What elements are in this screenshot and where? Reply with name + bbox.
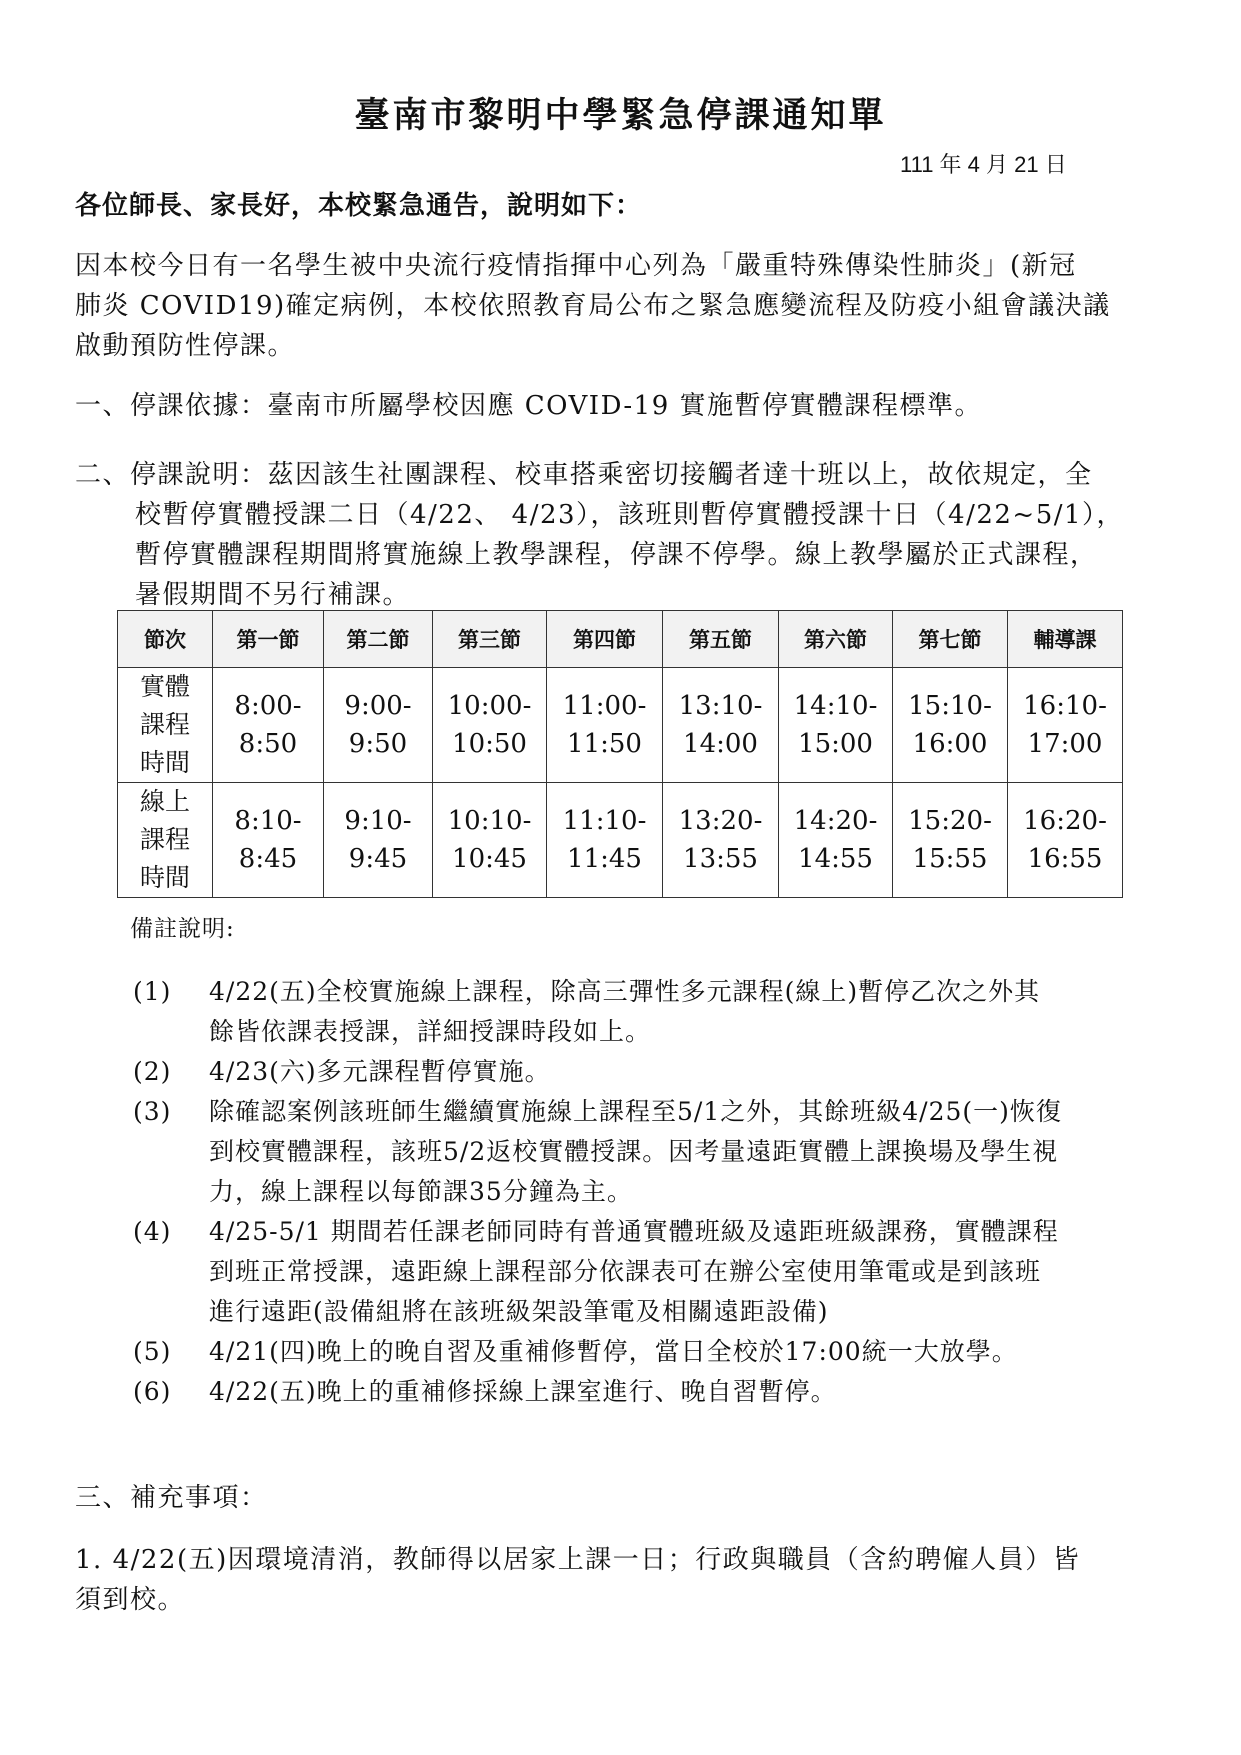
intro-line: 因本校今日有一名學生被中央流行疫情指揮中心列為「嚴重特殊傳染性肺炎」(新冠 xyxy=(75,251,1077,281)
time-cell: 10:00- 10:50 xyxy=(433,668,547,783)
section-1-basis: 一、停課依據：臺南市所屬學校因應 COVID-19 實施暫停實體課程標準。 xyxy=(75,391,983,421)
section-2-line: 暫停實體課程期間將實施線上教學課程，停課不停學。線上教學屬於正式課程， xyxy=(135,540,1098,570)
section-3-heading: 三、補充事項： xyxy=(75,1483,268,1513)
time-cell: 14:20- 14:55 xyxy=(779,783,893,898)
header-period: 節次 xyxy=(118,611,213,668)
time-cell: 13:20- 13:55 xyxy=(663,783,779,898)
time-cell: 13:10- 14:00 xyxy=(663,668,779,783)
note-number: (3) xyxy=(133,1097,172,1126)
time-cell: 8:10- 8:45 xyxy=(213,783,324,898)
note-number: (2) xyxy=(133,1057,172,1086)
schedule-row-online xyxy=(118,783,1123,898)
note-item: (6) 4/22(五)晚上的重補修採線上課室進行、晚自習暫停。 xyxy=(133,1372,1173,1412)
row-label-online: 線上 課程 時間 xyxy=(118,783,213,898)
header-period-3: 第三節 xyxy=(433,611,547,668)
page-title: 臺南市黎明中學緊急停課通知單 xyxy=(354,95,887,136)
supplement-line: 須到校。 xyxy=(75,1585,186,1615)
notice-date: 111 年 4 月 21 日 xyxy=(900,152,1067,177)
note-number: (4) xyxy=(133,1217,172,1246)
row-label-in-person: 實體 課程 時間 xyxy=(118,668,213,783)
header-period-7: 第七節 xyxy=(893,611,1008,668)
note-number: (5) xyxy=(133,1337,172,1366)
header-period-6: 第六節 xyxy=(779,611,893,668)
note-number: (1) xyxy=(133,977,172,1006)
header-period-5: 第五節 xyxy=(663,611,779,668)
section-2-explanation xyxy=(75,455,1124,615)
intro-line: 肺炎 COVID19)確定病例，本校依照教育局公布之緊急應變流程及防疫小組會議決議 xyxy=(75,291,1111,321)
note-item: (4) 4/25-5/1 期間若任課老師同時有普通實體班級及遠距班級課務，實體課程 到班正常授課，遠距線上課程部分依課表可在辦公室使用筆電或是到該班 進行遠距(設備組將在該班級架設筆電及相關遠距設備) xyxy=(133,1212,1173,1332)
time-cell: 10:10- 10:45 xyxy=(433,783,547,898)
time-cell: 9:10- 9:45 xyxy=(324,783,433,898)
time-cell: 16:20- 16:55 xyxy=(1008,783,1123,898)
header-period-4: 第四節 xyxy=(547,611,663,668)
header-period-1: 第一節 xyxy=(213,611,324,668)
time-cell: 9:00- 9:50 xyxy=(324,668,433,783)
time-cell: 11:00- 11:50 xyxy=(547,668,663,783)
time-cell: 15:10- 16:00 xyxy=(893,668,1008,783)
time-cell: 8:00- 8:50 xyxy=(213,668,324,783)
supplement-paragraph xyxy=(75,1540,1080,1620)
schedule-row-in-person xyxy=(118,668,1123,783)
note-item: (5) 4/21(四)晚上的晚自習及重補修暫停，當日全校於17:00統一大放學。 xyxy=(133,1332,1173,1372)
time-cell: 15:20- 15:55 xyxy=(893,783,1008,898)
time-cell: 14:10- 15:00 xyxy=(779,668,893,783)
note-item: (2) 4/23(六)多元課程暫停實施。 xyxy=(133,1052,1173,1092)
intro-line: 啟動預防性停課。 xyxy=(75,331,296,361)
section-2-line: 暑假期間不另行補課。 xyxy=(135,580,411,610)
header-period-2: 第二節 xyxy=(324,611,433,668)
greeting: 各位師長、家長好，本校緊急通告，說明如下： xyxy=(75,191,643,221)
section-2-line: 校暫停實體授課二日（4/22、 4/23），該班則暫停實體授課十日（4/22~5/1）， xyxy=(135,500,1125,530)
schedule-header-row xyxy=(118,611,1123,668)
time-cell: 11:10- 11:45 xyxy=(547,783,663,898)
note-item: (3) 除確認案例該班師生繼續實施線上課程至5/1之外，其餘班級4/25(一)恢復 到校實體課程，該班5/2返校實體授課。因考量遠距實體上課換場及學生視 力，線上課程以每節課35分鐘為主。 xyxy=(133,1092,1173,1212)
supplement-line: 1. 4/22(五)因環境清消，教師得以居家上課一日；行政與職員（含約聘僱人員）皆 xyxy=(75,1545,1081,1575)
notes-list xyxy=(133,972,1173,1412)
intro-paragraph xyxy=(75,246,1111,366)
time-cell: 16:10- 17:00 xyxy=(1008,668,1123,783)
note-number: (6) xyxy=(133,1377,172,1406)
class-schedule-table xyxy=(117,610,1123,898)
notes-label: 備註說明: xyxy=(130,916,235,942)
note-item: (1) 4/22(五)全校實施線上課程，除高三彈性多元課程(線上)暫停乙次之外其 餘皆依課表授課，詳細授課時段如上。 xyxy=(133,972,1173,1052)
section-2-line: 二、停課說明：茲因該生社團課程、校車搭乘密切接觸者達十班以上，故依規定，全 xyxy=(75,460,1093,490)
header-tutoring: 輔導課 xyxy=(1008,611,1123,668)
